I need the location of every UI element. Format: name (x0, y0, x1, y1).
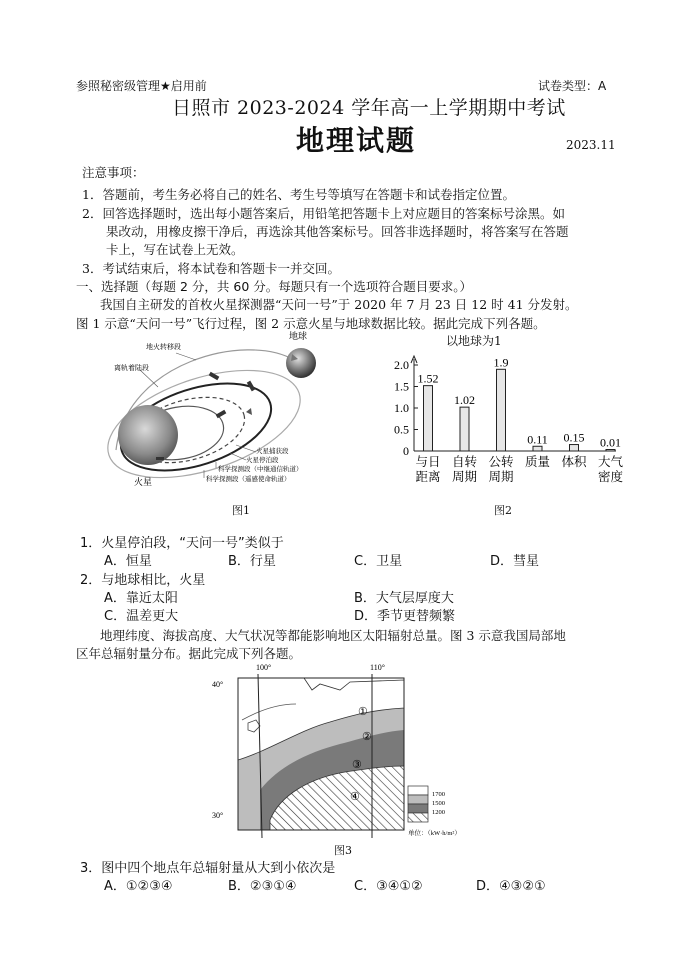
section1-intro-1: 我国自主研发的首枚火星探测器“天问一号”于 2020 年 7 月 23 日 12 时 41 分发射。 (100, 297, 578, 312)
q1-option-c: C．卫星 (354, 554, 403, 569)
bar-value-label: 1.02 (454, 393, 475, 408)
section2-intro-1: 地理纬度、海拔高度、大气状况等都能影响地区太阳辐射总量。图 3 示意我国局部地 (100, 628, 566, 643)
legend-unit: 单位：（kW·h/m²） (408, 830, 461, 837)
category-label: 周期 (451, 470, 478, 484)
q3-option-c: C．③④①② (354, 879, 423, 894)
legend-1700: 1700 (432, 791, 445, 798)
q3-option-a: A．①②③④ (104, 879, 173, 894)
bar-value-label: 1.9 (493, 355, 509, 370)
label-earth: 地球 (289, 331, 308, 341)
region-1: ① (358, 706, 368, 718)
category-label: 公转 (488, 455, 514, 469)
figure2-caption: 图2 (494, 504, 512, 517)
lat-40: 40° (212, 680, 224, 689)
lon-110: 110° (370, 663, 385, 672)
label-sci1: 科学探测段（中继通信轨道） (218, 466, 303, 473)
category-label: 距离 (415, 470, 441, 484)
notes-heading: 注意事项： (82, 165, 145, 180)
q2-stem: 2．与地球相比，火星 (80, 573, 206, 588)
secret-label: 参照秘密级管理★启用前 (76, 79, 207, 93)
figure1-orbit-diagram (96, 332, 358, 492)
y-tick-label: 0 (403, 444, 409, 458)
q1-option-a: A．恒星 (104, 554, 152, 569)
subject-title: 地理试题 (296, 124, 417, 157)
note-2-cont: 果改动，用橡皮擦干净后，再选涂其他答案标号。回答非选择题时，将答案写在答题 (106, 224, 569, 239)
category-label: 密度 (597, 470, 624, 484)
legend-1200: 1200 (432, 809, 445, 816)
lat-30: 30° (212, 811, 224, 820)
figure2-bar-chart (372, 348, 624, 488)
note-1: 1．答题前，考生务必将自己的姓名、考生号等填写在答题卡和试卷指定位置。 (82, 187, 515, 202)
bar (570, 445, 579, 451)
y-tick-label: 1.0 (394, 401, 409, 415)
label-mars: 火星 (134, 477, 153, 487)
bar-value-label: 0.11 (527, 432, 548, 447)
legend-1500: 1500 (432, 800, 445, 807)
lon-100: 100° (256, 663, 272, 672)
chart-unit-label: 以地球为1 (446, 334, 502, 348)
note-3: 3．考试结束后，将本试卷和答题卡一并交回。 (82, 261, 340, 276)
note-2: 2．回答选择题时，选出每小题答案后，用铅笔把答题卡上对应题目的答案标号涂黑。如 (82, 206, 565, 221)
category-label: 质量 (524, 455, 551, 469)
label-sci2: 科学探测段（遥感使命轨道） (206, 476, 291, 483)
y-tick-label: 2.0 (394, 358, 409, 372)
q3-stem: 3．图中四个地点年总辐射量从大到小依次是 (80, 861, 336, 876)
q1-option-b: B．行星 (228, 554, 276, 569)
q3-option-d: D．④③②① (476, 879, 546, 894)
figure3-caption: 图3 (334, 844, 352, 857)
earth-icon (286, 348, 316, 378)
q1-stem: 1．火星停泊段，“天问一号”类似于 (80, 536, 284, 551)
category-label: 体积 (561, 455, 587, 469)
category-label: 与日 (415, 455, 441, 469)
category-label: 周期 (488, 470, 514, 484)
section2-intro-2: 区年总辐射量分布。据此完成下列各题。 (76, 646, 302, 661)
q1-option-d: D．彗星 (490, 554, 540, 569)
exam-title: 日照市 2023-2024 学年高一上学期期中考试 (172, 97, 566, 119)
note-2-end: 卡上，写在试卷上无效。 (106, 242, 244, 257)
section1-heading: 一、选择题（每题 2 分，共 60 分。每题只有一个选项符合题目要求。） (76, 279, 473, 294)
bar-value-label: 0.15 (563, 430, 585, 445)
q2-option-a: A．靠近太阳 (104, 591, 178, 606)
region-3: ③ (352, 759, 362, 771)
mars-icon (118, 405, 178, 465)
bar (424, 386, 433, 451)
q3-option-b: B．②③①④ (228, 879, 297, 894)
region-4: ④ (350, 791, 360, 803)
y-tick-label: 0.5 (394, 422, 409, 437)
bar (533, 446, 542, 451)
figure1-caption: 图1 (232, 504, 250, 517)
q2-option-d: D．季节更替频繁 (354, 609, 456, 624)
exam-date: 2023.11 (566, 138, 616, 152)
label-launch: 离轨着陆段 (114, 364, 149, 372)
label-parking: 火星停泊段 (246, 457, 279, 464)
map-legend (408, 786, 461, 837)
bar (497, 369, 506, 451)
bar-value-label: 0.01 (600, 435, 621, 450)
q2-option-c: C．温差更大 (104, 609, 179, 624)
label-transfer: 地火转移段 (146, 343, 181, 351)
bar (460, 407, 469, 451)
y-tick-label: 1.5 (394, 379, 409, 394)
paper-type: 试卷类型：A (538, 79, 607, 93)
section1-intro-2: 图 1 示意“天问一号”飞行过程，图 2 示意火星与地球数据比较。据此完成下列各题。 (76, 316, 546, 331)
figure3-radiation-map (200, 660, 490, 842)
category-label: 自转 (451, 455, 478, 469)
label-capture: 火星捕获段 (256, 448, 289, 455)
q2-option-b: B．大气层厚度大 (354, 591, 454, 606)
bar (606, 450, 615, 452)
bar-value-label: 1.52 (417, 371, 439, 386)
arrow-icon (246, 408, 252, 415)
category-label: 大气 (597, 455, 624, 469)
region-2: ② (362, 731, 372, 743)
